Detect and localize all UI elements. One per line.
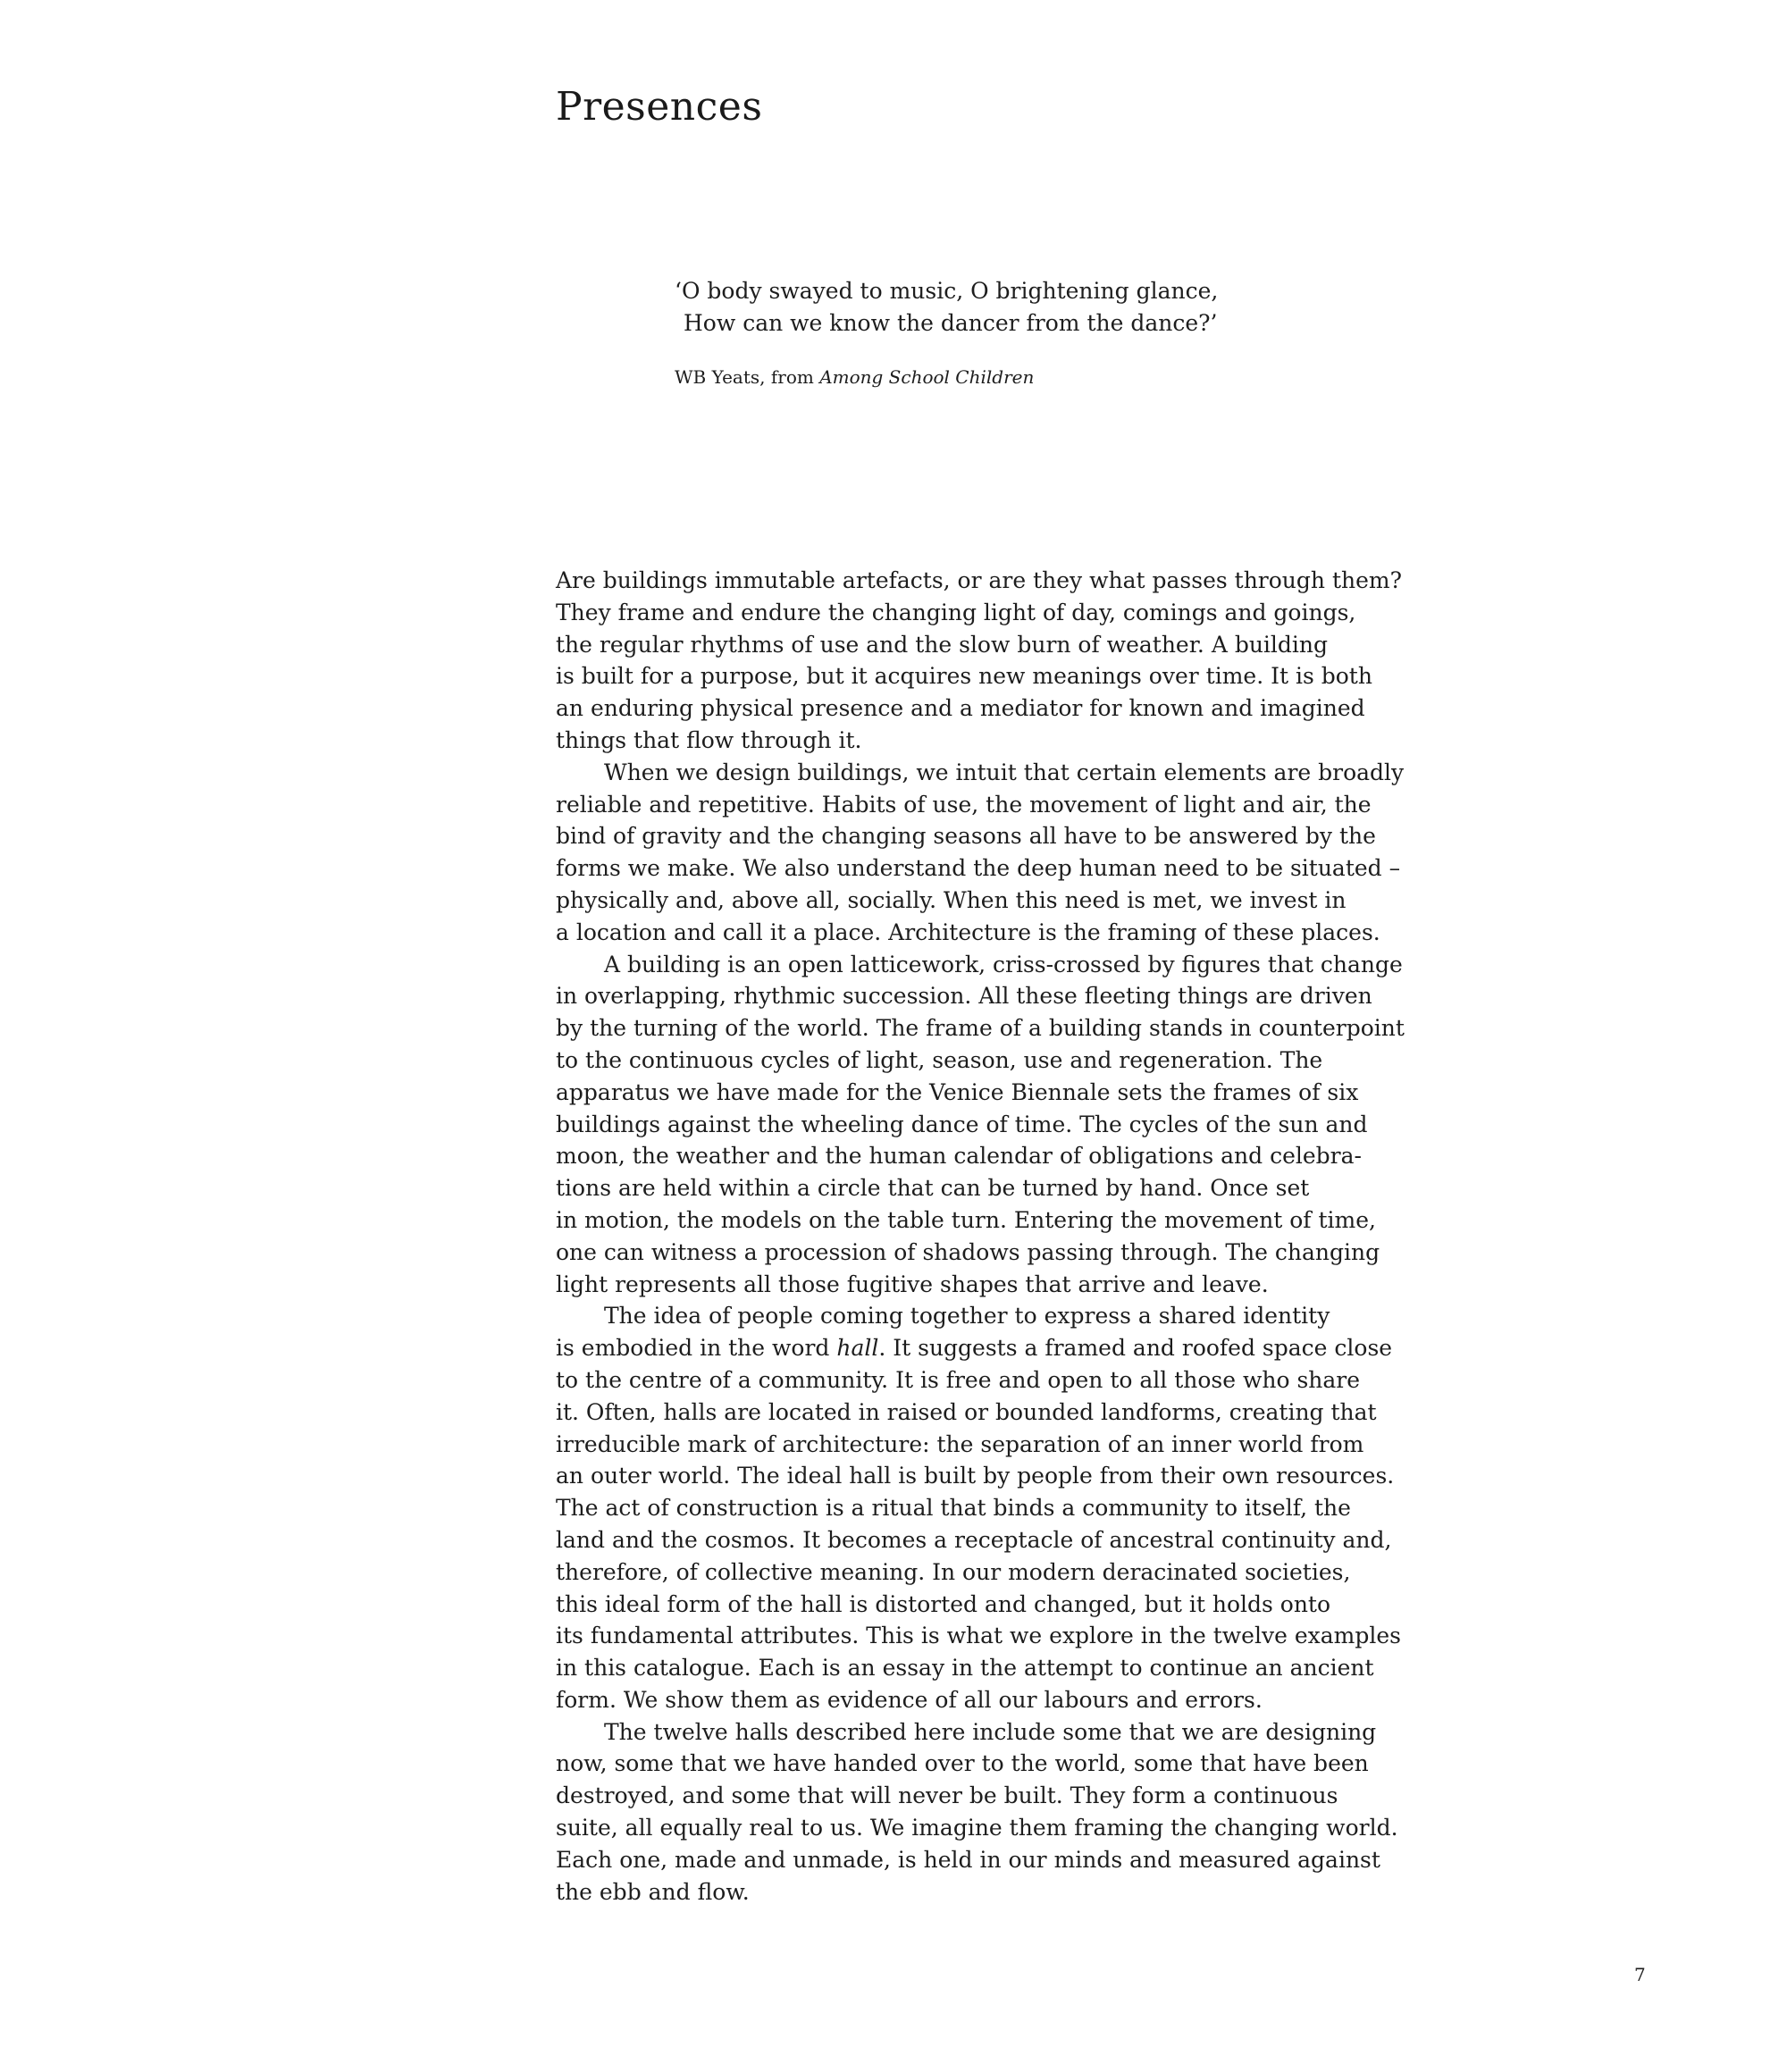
epigraph-attribution	[675, 365, 1479, 390]
text-line: form. We show them as evidence of all our labours and errors.	[556, 1686, 1263, 1713]
paragraph-3	[556, 949, 1414, 1301]
paragraph-2	[556, 757, 1414, 949]
text-run: . It suggests a framed and roofed space close	[878, 1335, 1393, 1362]
text-line: its fundamental attributes. This is what we explore in the twelve examples	[556, 1623, 1401, 1649]
attribution-work-title: Among School Children	[819, 366, 1035, 388]
body-text	[556, 565, 1414, 1908]
text-line: tions are held within a circle that can be turned by hand. Once set	[556, 1175, 1310, 1202]
text-line: A building is an open latticework, criss-crossed by figures that change	[604, 951, 1403, 977]
page-number: 7	[1634, 1964, 1646, 1985]
text-line: a location and call it a place. Architecture is the framing of these places.	[556, 919, 1380, 945]
text-line: apparatus we have made for the Venice Biennale sets the frames of six	[556, 1078, 1359, 1105]
text-line: now, some that we have handed over to the world, some that have been	[556, 1750, 1369, 1777]
text-line: in overlapping, rhythmic succession. All these fleeting things are driven	[556, 983, 1372, 1010]
text-line: in this catalogue. Each is an essay in the attempt to continue an ancient	[556, 1655, 1374, 1682]
text-line: physically and, above all, socially. When this need is met, we invest in	[556, 886, 1347, 913]
emphasis-hall: hall	[836, 1335, 879, 1362]
attribution-author: WB Yeats, from	[675, 366, 820, 388]
text-line: the regular rhythms of use and the slow burn of weather. A building	[556, 631, 1329, 658]
paragraph-4	[556, 1300, 1414, 1715]
text-line: to the continuous cycles of light, season, use and regeneration. The	[556, 1046, 1323, 1073]
text-line: suite, all equally real to us. We imagine them framing the changing world.	[556, 1815, 1398, 1841]
text-line: an enduring physical presence and a mediator for known and imagined	[556, 695, 1365, 722]
text-line: light represents all those fugitive shapes that arrive and leave.	[556, 1271, 1269, 1297]
text-line: in motion, the models on the table turn. Entering the movement of time,	[556, 1206, 1376, 1233]
text-line: They frame and endure the changing light of day, comings and goings,	[556, 599, 1356, 625]
text-line: The twelve halls described here include some that we are designing	[604, 1718, 1377, 1745]
text-line: is built for a purpose, but it acquires new meanings over time. It is both	[556, 663, 1372, 690]
text-line: forms we make. We also understand the deep human need to be situated –	[556, 855, 1401, 882]
text-line: this ideal form of the hall is distorted and changed, but it holds onto	[556, 1590, 1331, 1617]
text-line: When we design buildings, we intuit that certain elements are broadly	[604, 759, 1405, 785]
text-line: buildings against the wheeling dance of time. The cycles of the sun and	[556, 1111, 1368, 1137]
text-line: destroyed, and some that will never be built. They form a continuous	[556, 1783, 1338, 1809]
text-line: therefore, of collective meaning. In our modern deracinated societies,	[556, 1558, 1351, 1585]
text-line: Each one, made and unmade, is held in our minds and measured against	[556, 1846, 1380, 1873]
text-line: The act of construction is a ritual that binds a community to itself, the	[556, 1495, 1351, 1522]
text-line: one can witness a procession of shadows passing through. The changing	[556, 1238, 1380, 1265]
text-line: irreducible mark of architecture: the separation of an inner world from	[556, 1430, 1364, 1457]
text-line: moon, the weather and the human calendar of obligations and celebra-	[556, 1143, 1362, 1170]
text-line: Are buildings immutable artefacts, or are they what passes through them?	[556, 567, 1402, 593]
epigraph	[675, 275, 1479, 390]
epigraph-line: How can we know the dancer from the dance?’	[684, 310, 1218, 336]
text-line: it. Often, halls are located in raised or bounded landforms, creating that	[556, 1398, 1377, 1425]
text-line: by the turning of the world. The frame of a building stands in counterpoint	[556, 1015, 1405, 1042]
text-line: reliable and repetitive. Habits of use, the movement of light and air, the	[556, 791, 1372, 818]
paragraph-1	[556, 565, 1414, 757]
page-title: Presences	[556, 84, 763, 130]
paragraph-5	[556, 1716, 1414, 1908]
text-line: an outer world. The ideal hall is built by people from their own resources.	[556, 1463, 1395, 1489]
text-line: to the centre of a community. It is free and open to all those who share	[556, 1366, 1361, 1393]
text-run: is embodied in the word	[556, 1335, 837, 1362]
epigraph-line: ‘O body swayed to music, O brightening glance,	[675, 278, 1219, 304]
text-line: bind of gravity and the changing seasons all have to be answered by the	[556, 823, 1376, 850]
text-line	[556, 1332, 1414, 1364]
text-line: land and the cosmos. It becomes a receptacle of ancestral continuity and,	[556, 1526, 1392, 1553]
text-line: the ebb and flow.	[556, 1878, 750, 1905]
text-line: The idea of people coming together to express a shared identity	[604, 1303, 1330, 1330]
text-line: things that flow through it.	[556, 726, 862, 753]
